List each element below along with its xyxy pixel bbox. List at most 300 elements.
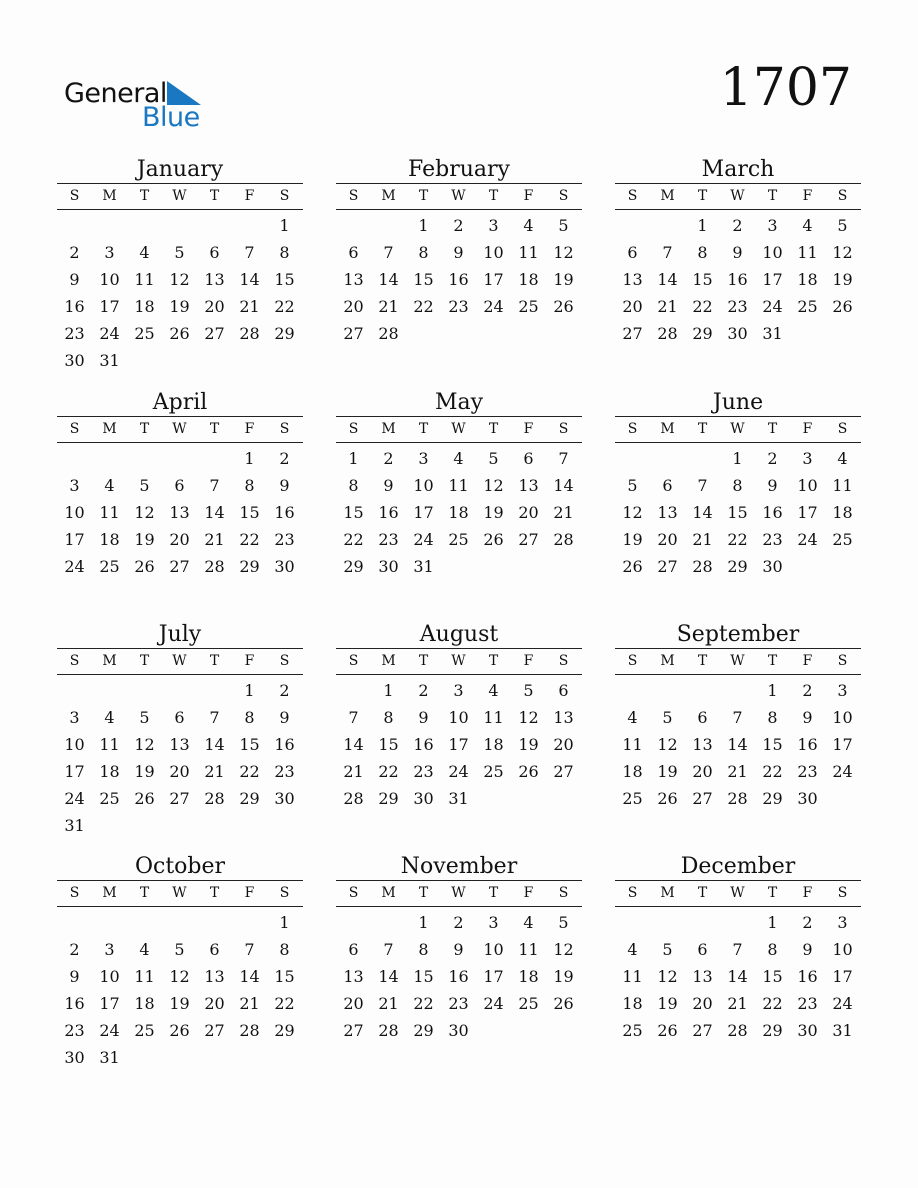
empty-cell	[336, 212, 371, 239]
day-cell: 1	[279, 913, 290, 932]
day-cell: 11	[518, 243, 539, 262]
day-cell: 24	[99, 1021, 120, 1040]
month-september	[615, 622, 861, 812]
day-cell: 24	[99, 324, 120, 343]
day-cell: 22	[378, 762, 399, 781]
weekday-label: T	[139, 421, 150, 437]
day-cell: 18	[832, 503, 853, 522]
day-cell: 23	[64, 324, 85, 343]
weekday-label: W	[730, 421, 745, 437]
day-cell: 3	[488, 913, 499, 932]
day-cell: 25	[99, 557, 120, 576]
day-cell: 6	[209, 243, 220, 262]
day-cell: 22	[274, 994, 295, 1013]
day-cell: 22	[413, 297, 434, 316]
empty-cell	[57, 445, 92, 472]
day-cell: 27	[204, 324, 225, 343]
day-cell: 8	[767, 940, 778, 959]
day-cell: 21	[378, 297, 399, 316]
day-cell: 31	[762, 324, 783, 343]
empty-cell	[685, 909, 720, 936]
day-cell: 3	[453, 681, 464, 700]
day-cell: 15	[413, 270, 434, 289]
day-cell: 15	[274, 270, 295, 289]
day-cell: 31	[99, 351, 120, 370]
empty-cell	[336, 677, 371, 704]
day-cell: 14	[204, 735, 225, 754]
day-cell: 12	[483, 476, 504, 495]
day-cell: 11	[134, 967, 155, 986]
day-cell: 5	[523, 681, 534, 700]
empty-cell	[615, 677, 650, 704]
day-cell: 10	[797, 476, 818, 495]
weekday-label: T	[418, 885, 429, 901]
day-cell: 21	[239, 297, 260, 316]
weekday-label: T	[488, 188, 499, 204]
day-cell: 25	[518, 297, 539, 316]
day-cell: 11	[832, 476, 853, 495]
day-cell: 17	[448, 735, 469, 754]
day-grid	[57, 210, 303, 374]
day-cell: 29	[727, 557, 748, 576]
day-cell: 14	[239, 967, 260, 986]
day-cell: 24	[483, 994, 504, 1013]
day-cell: 17	[483, 967, 504, 986]
empty-cell	[162, 212, 197, 239]
day-cell: 3	[69, 708, 80, 727]
day-cell: 7	[558, 449, 569, 468]
weekday-label: M	[660, 421, 675, 437]
day-cell: 30	[274, 557, 295, 576]
weekday-label: F	[523, 653, 534, 669]
day-cell: 12	[553, 243, 574, 262]
month-name: July	[158, 622, 202, 647]
day-cell: 6	[662, 476, 673, 495]
day-cell: 2	[279, 681, 290, 700]
day-cell: 1	[244, 449, 255, 468]
day-cell: 6	[697, 940, 708, 959]
weekday-header	[57, 881, 303, 906]
logo-word-general: General	[64, 78, 167, 109]
weekday-label: F	[802, 885, 813, 901]
day-cell: 11	[518, 940, 539, 959]
day-cell: 30	[448, 1021, 469, 1040]
day-cell: 13	[204, 967, 225, 986]
day-cell: 10	[448, 708, 469, 727]
weekday-label: S	[558, 885, 569, 901]
month-july	[57, 622, 303, 839]
day-cell: 3	[837, 913, 848, 932]
weekday-label: W	[172, 653, 187, 669]
weekday-label: W	[730, 885, 745, 901]
day-cell: 12	[622, 503, 643, 522]
day-cell: 1	[732, 449, 743, 468]
empty-cell	[650, 445, 685, 472]
day-cell: 16	[448, 270, 469, 289]
day-cell: 16	[64, 994, 85, 1013]
day-cell: 13	[169, 503, 190, 522]
empty-cell	[127, 909, 162, 936]
day-cell: 5	[837, 216, 848, 235]
day-cell: 15	[762, 967, 783, 986]
day-cell: 20	[343, 297, 364, 316]
empty-cell	[92, 677, 127, 704]
day-cell: 21	[727, 762, 748, 781]
day-cell: 5	[139, 708, 150, 727]
empty-cell	[57, 909, 92, 936]
month-august	[336, 622, 582, 812]
day-cell: 19	[134, 762, 155, 781]
weekday-label: S	[627, 421, 638, 437]
weekday-header	[615, 881, 861, 906]
day-cell: 16	[448, 967, 469, 986]
day-cell: 14	[378, 967, 399, 986]
day-cell: 8	[697, 243, 708, 262]
day-cell: 7	[244, 940, 255, 959]
weekday-label: F	[244, 885, 255, 901]
day-cell: 17	[99, 994, 120, 1013]
day-cell: 18	[483, 735, 504, 754]
day-cell: 28	[343, 789, 364, 808]
day-cell: 31	[448, 789, 469, 808]
day-cell: 7	[697, 476, 708, 495]
day-cell: 3	[488, 216, 499, 235]
empty-cell	[720, 909, 755, 936]
empty-cell	[650, 677, 685, 704]
day-cell: 13	[692, 735, 713, 754]
day-cell: 19	[553, 967, 574, 986]
empty-cell	[162, 909, 197, 936]
day-cell: 5	[174, 940, 185, 959]
day-cell: 4	[139, 940, 150, 959]
month-february	[336, 157, 582, 347]
empty-cell	[615, 445, 650, 472]
day-cell: 10	[483, 243, 504, 262]
day-cell: 18	[622, 994, 643, 1013]
day-cell: 14	[692, 503, 713, 522]
empty-cell	[615, 212, 650, 239]
day-cell: 9	[279, 708, 290, 727]
day-cell: 11	[99, 735, 120, 754]
day-cell: 25	[622, 789, 643, 808]
day-cell: 27	[343, 324, 364, 343]
day-cell: 25	[134, 324, 155, 343]
day-cell: 27	[169, 557, 190, 576]
day-cell: 10	[483, 940, 504, 959]
day-cell: 25	[832, 530, 853, 549]
day-cell: 10	[99, 270, 120, 289]
empty-cell	[650, 212, 685, 239]
day-cell: 6	[348, 940, 359, 959]
empty-cell	[92, 909, 127, 936]
weekday-label: S	[837, 188, 848, 204]
day-cell: 29	[762, 789, 783, 808]
day-cell: 4	[104, 708, 115, 727]
empty-cell	[92, 445, 127, 472]
day-cell: 15	[343, 503, 364, 522]
day-cell: 7	[383, 243, 394, 262]
day-cell: 9	[418, 708, 429, 727]
day-cell: 19	[134, 530, 155, 549]
month-name: October	[134, 854, 226, 879]
day-cell: 20	[518, 503, 539, 522]
day-cell: 23	[797, 994, 818, 1013]
day-cell: 1	[279, 216, 290, 235]
weekday-label: S	[348, 653, 359, 669]
weekday-label: M	[660, 188, 675, 204]
day-cell: 13	[169, 735, 190, 754]
weekday-label: S	[69, 885, 80, 901]
day-cell: 16	[727, 270, 748, 289]
day-cell: 7	[383, 940, 394, 959]
weekday-label: T	[139, 653, 150, 669]
day-cell: 21	[657, 297, 678, 316]
day-cell: 30	[274, 789, 295, 808]
day-cell: 20	[204, 994, 225, 1013]
day-cell: 26	[518, 762, 539, 781]
day-cell: 6	[348, 243, 359, 262]
day-cell: 9	[383, 476, 394, 495]
day-cell: 13	[657, 503, 678, 522]
month-name: May	[434, 390, 484, 415]
day-cell: 8	[418, 940, 429, 959]
day-cell: 11	[797, 243, 818, 262]
day-cell: 20	[657, 530, 678, 549]
day-cell: 7	[209, 476, 220, 495]
month-november	[336, 854, 582, 1044]
weekday-label: T	[767, 653, 778, 669]
day-cell: 27	[692, 1021, 713, 1040]
weekday-label: M	[102, 653, 117, 669]
weekday-label: T	[418, 421, 429, 437]
empty-cell	[197, 212, 232, 239]
day-cell: 19	[169, 994, 190, 1013]
day-cell: 23	[274, 530, 295, 549]
day-cell: 18	[99, 762, 120, 781]
day-cell: 25	[448, 530, 469, 549]
day-cell: 26	[134, 557, 155, 576]
day-cell: 1	[418, 913, 429, 932]
day-cell: 15	[239, 735, 260, 754]
day-cell: 30	[378, 557, 399, 576]
day-cell: 18	[134, 297, 155, 316]
year-title: 1707	[719, 58, 852, 118]
day-cell: 27	[622, 324, 643, 343]
day-cell: 21	[343, 762, 364, 781]
empty-cell	[162, 445, 197, 472]
day-cell: 12	[169, 270, 190, 289]
day-cell: 25	[518, 994, 539, 1013]
weekday-label: T	[209, 421, 220, 437]
month-name: June	[712, 390, 764, 415]
weekday-label: W	[172, 885, 187, 901]
weekday-label: T	[139, 885, 150, 901]
day-cell: 25	[622, 1021, 643, 1040]
day-cell: 25	[99, 789, 120, 808]
weekday-label: T	[209, 885, 220, 901]
day-cell: 17	[64, 530, 85, 549]
day-cell: 13	[553, 708, 574, 727]
day-cell: 22	[274, 297, 295, 316]
day-cell: 15	[762, 735, 783, 754]
day-cell: 31	[99, 1048, 120, 1067]
day-cell: 3	[802, 449, 813, 468]
day-cell: 18	[99, 530, 120, 549]
empty-cell	[162, 677, 197, 704]
day-cell: 20	[169, 530, 190, 549]
empty-cell	[57, 212, 92, 239]
day-cell: 17	[832, 735, 853, 754]
day-cell: 14	[553, 476, 574, 495]
day-cell: 29	[762, 1021, 783, 1040]
day-cell: 29	[378, 789, 399, 808]
day-cell: 14	[727, 967, 748, 986]
day-cell: 15	[239, 503, 260, 522]
day-cell: 28	[239, 1021, 260, 1040]
day-cell: 16	[274, 735, 295, 754]
day-cell: 17	[413, 503, 434, 522]
day-cell: 4	[802, 216, 813, 235]
day-cell: 25	[483, 762, 504, 781]
weekday-header	[57, 184, 303, 209]
day-cell: 14	[727, 735, 748, 754]
day-cell: 1	[697, 216, 708, 235]
day-cell: 20	[622, 297, 643, 316]
weekday-label: W	[451, 421, 466, 437]
day-cell: 22	[239, 530, 260, 549]
day-cell: 1	[767, 681, 778, 700]
day-cell: 26	[622, 557, 643, 576]
day-cell: 31	[413, 557, 434, 576]
day-cell: 10	[832, 940, 853, 959]
weekday-label: W	[451, 653, 466, 669]
day-grid	[615, 907, 861, 1044]
day-cell: 15	[692, 270, 713, 289]
day-cell: 8	[279, 243, 290, 262]
day-cell: 12	[553, 940, 574, 959]
day-cell: 25	[134, 1021, 155, 1040]
day-cell: 3	[767, 216, 778, 235]
day-grid	[336, 675, 582, 812]
day-cell: 16	[797, 735, 818, 754]
day-cell: 4	[488, 681, 499, 700]
weekday-label: T	[767, 885, 778, 901]
day-cell: 24	[413, 530, 434, 549]
day-cell: 7	[348, 708, 359, 727]
day-cell: 23	[762, 530, 783, 549]
empty-cell	[232, 212, 267, 239]
day-cell: 1	[348, 449, 359, 468]
weekday-label: W	[451, 885, 466, 901]
day-cell: 15	[378, 735, 399, 754]
day-cell: 26	[657, 789, 678, 808]
day-grid	[57, 443, 303, 580]
day-cell: 8	[767, 708, 778, 727]
day-cell: 24	[483, 297, 504, 316]
weekday-label: S	[837, 421, 848, 437]
day-cell: 23	[64, 1021, 85, 1040]
day-cell: 4	[627, 708, 638, 727]
day-cell: 28	[727, 789, 748, 808]
day-cell: 11	[622, 967, 643, 986]
day-cell: 6	[174, 708, 185, 727]
day-cell: 9	[802, 708, 813, 727]
weekday-label: S	[279, 653, 290, 669]
day-cell: 28	[378, 324, 399, 343]
day-cell: 20	[692, 994, 713, 1013]
month-name: August	[419, 622, 499, 647]
day-cell: 12	[657, 967, 678, 986]
day-cell: 16	[413, 735, 434, 754]
day-cell: 15	[727, 503, 748, 522]
weekday-label: S	[627, 653, 638, 669]
day-cell: 7	[732, 708, 743, 727]
weekday-label: F	[802, 653, 813, 669]
day-cell: 14	[239, 270, 260, 289]
day-cell: 30	[64, 351, 85, 370]
day-cell: 6	[209, 940, 220, 959]
day-cell: 2	[802, 913, 813, 932]
weekday-label: M	[381, 188, 396, 204]
day-cell: 14	[343, 735, 364, 754]
day-cell: 13	[518, 476, 539, 495]
day-cell: 6	[558, 681, 569, 700]
day-cell: 18	[518, 270, 539, 289]
weekday-label: M	[381, 421, 396, 437]
day-cell: 22	[413, 994, 434, 1013]
day-cell: 21	[239, 994, 260, 1013]
day-cell: 11	[448, 476, 469, 495]
day-cell: 8	[383, 708, 394, 727]
weekday-label: T	[767, 421, 778, 437]
day-cell: 8	[348, 476, 359, 495]
weekday-label: T	[697, 421, 708, 437]
day-cell: 4	[837, 449, 848, 468]
day-cell: 5	[627, 476, 638, 495]
day-grid	[615, 443, 861, 580]
day-cell: 20	[343, 994, 364, 1013]
weekday-label: S	[279, 188, 290, 204]
weekday-label: W	[730, 188, 745, 204]
day-cell: 9	[69, 270, 80, 289]
day-cell: 21	[727, 994, 748, 1013]
day-cell: 30	[762, 557, 783, 576]
empty-cell	[197, 445, 232, 472]
day-cell: 21	[378, 994, 399, 1013]
month-name: February	[408, 157, 510, 182]
day-cell: 29	[239, 557, 260, 576]
weekday-label: S	[69, 421, 80, 437]
day-cell: 6	[627, 243, 638, 262]
day-cell: 8	[279, 940, 290, 959]
day-cell: 7	[244, 243, 255, 262]
day-cell: 29	[343, 557, 364, 576]
day-cell: 2	[732, 216, 743, 235]
day-cell: 12	[832, 243, 853, 262]
day-cell: 19	[483, 503, 504, 522]
day-cell: 4	[523, 913, 534, 932]
day-cell: 10	[99, 967, 120, 986]
day-cell: 17	[64, 762, 85, 781]
day-cell: 16	[378, 503, 399, 522]
day-cell: 28	[692, 557, 713, 576]
day-cell: 12	[134, 503, 155, 522]
day-cell: 22	[343, 530, 364, 549]
day-grid	[615, 675, 861, 812]
month-name: January	[136, 157, 224, 182]
day-cell: 26	[169, 1021, 190, 1040]
weekday-header	[615, 649, 861, 674]
